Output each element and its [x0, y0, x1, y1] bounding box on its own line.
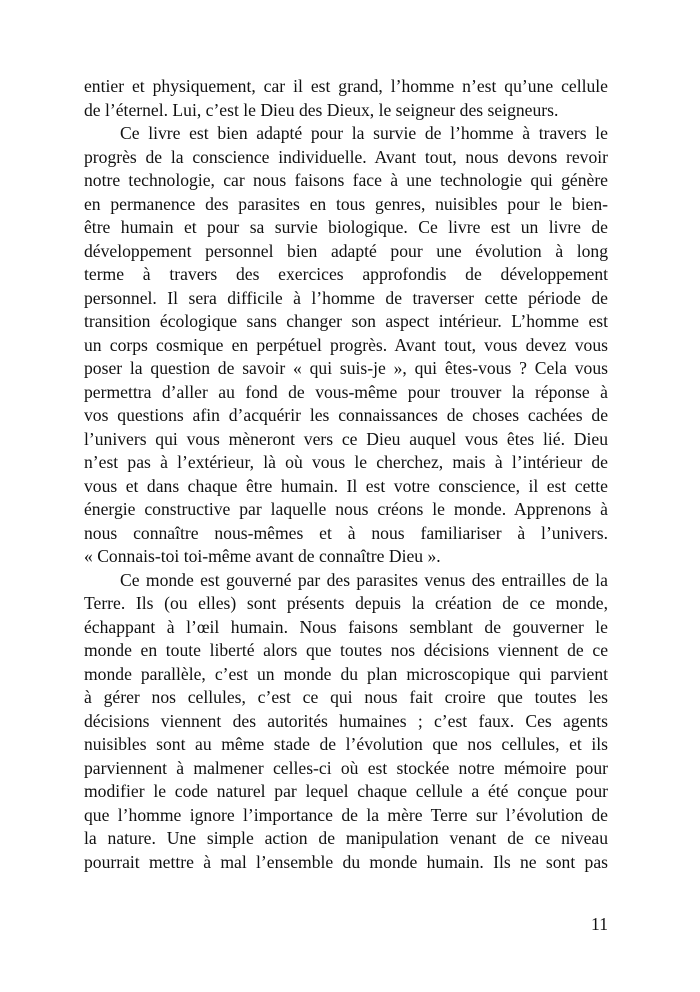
text-line: n’est pas à l’extérieur, là où vous le cherchez, mais à l’intérieur de	[84, 452, 608, 472]
text-line: décisions viennent des autorités humaines ; c’est faux. Ces agents	[84, 710, 608, 731]
text-line: progrès de la conscience individuelle. Avant tout, nous devons revoir	[84, 146, 608, 167]
text-line: parviennent à malmener celles-ci où est stockée notre mémoire pour	[84, 757, 608, 778]
text-line: être humain et pour sa survie biologique. Ce livre est un livre de	[84, 217, 608, 237]
text-line: énergie constructive par laquelle nous créons le monde. Apprenons à	[84, 499, 608, 519]
text-line: « Connais-toi toi-même avant de connaître Dieu ».	[84, 546, 441, 566]
text-line: pourrait mettre à mal l’ensemble du monde humain. Ils ne sont pas	[84, 851, 608, 872]
text-line: Terre. Ils (ou elles) sont présents depuis la création de ce monde,	[84, 593, 608, 613]
text-line: un corps cosmique en perpétuel progrès. Avant tout, vous devez vous	[84, 334, 608, 355]
text-line: personnel. Il sera difficile à l’homme de traverser cette période de	[84, 287, 608, 308]
paragraph-start-line: Ce monde est gouverné par des parasites venus des entrailles de la	[120, 569, 608, 590]
text-line: permettra d’aller au fond de vous-même pour trouver la réponse à	[84, 381, 608, 402]
text-line: la nature. Une simple action de manipulation venant de ce niveau	[84, 828, 608, 848]
text-line: poser la question de savoir « qui suis-je », qui êtes-vous ? Cela vous	[84, 358, 608, 378]
text-line: de l’éternel. Lui, c’est le Dieu des Dieux, le seigneur des seigneurs.	[84, 99, 559, 120]
text-line: modifier le code naturel par lequel chaque cellule a été conçue pour	[84, 781, 608, 801]
text-line: nous connaître nous-mêmes et à nous familiariser à l’univers.	[84, 522, 608, 543]
text-line: développement personnel bien adapté pour une évolution à long	[84, 240, 608, 261]
text-line: l’univers qui vous mèneront vers ce Dieu auquel vous êtes lié. Dieu	[84, 428, 608, 449]
text-line: en permanence des parasites en tous genres, nuisibles pour le bien-	[84, 193, 608, 214]
text-line: vos questions afin d’acquérir les connaissances de choses cachées de	[84, 405, 608, 425]
text-line: entier et physiquement, car il est grand, l’homme n’est qu’une cellule	[84, 76, 608, 96]
paragraph-start-line: Ce livre est bien adapté pour la survie de l’homme à travers le	[120, 123, 608, 143]
text-line: monde en toute liberté alors que toutes nos décisions viennent de ce	[84, 640, 608, 660]
text-line: nuisibles sont au même stade de l’évolution que nos cellules, et ils	[84, 734, 608, 754]
body-text	[84, 75, 608, 874]
text-line: échappant à l’œil humain. Nous faisons semblant de gouverner le	[84, 616, 608, 637]
text-line: terme à travers des exercices approfondis de développement	[84, 264, 608, 284]
page-number: 11	[591, 914, 608, 934]
text-line: monde parallèle, c’est un monde du plan microscopique qui parvient	[84, 663, 608, 684]
text-line: vous et dans chaque être humain. Il est votre conscience, il est cette	[84, 475, 608, 496]
text-line: que l’homme ignore l’importance de la mère Terre sur l’évolution de	[84, 804, 608, 825]
text-line: notre technologie, car nous faisons face à une technologie qui génère	[84, 170, 608, 190]
text-line: à gérer nos cellules, c’est ce qui nous fait croire que toutes les	[84, 687, 608, 707]
text-line: transition écologique sans changer son aspect intérieur. L’homme est	[84, 311, 608, 331]
